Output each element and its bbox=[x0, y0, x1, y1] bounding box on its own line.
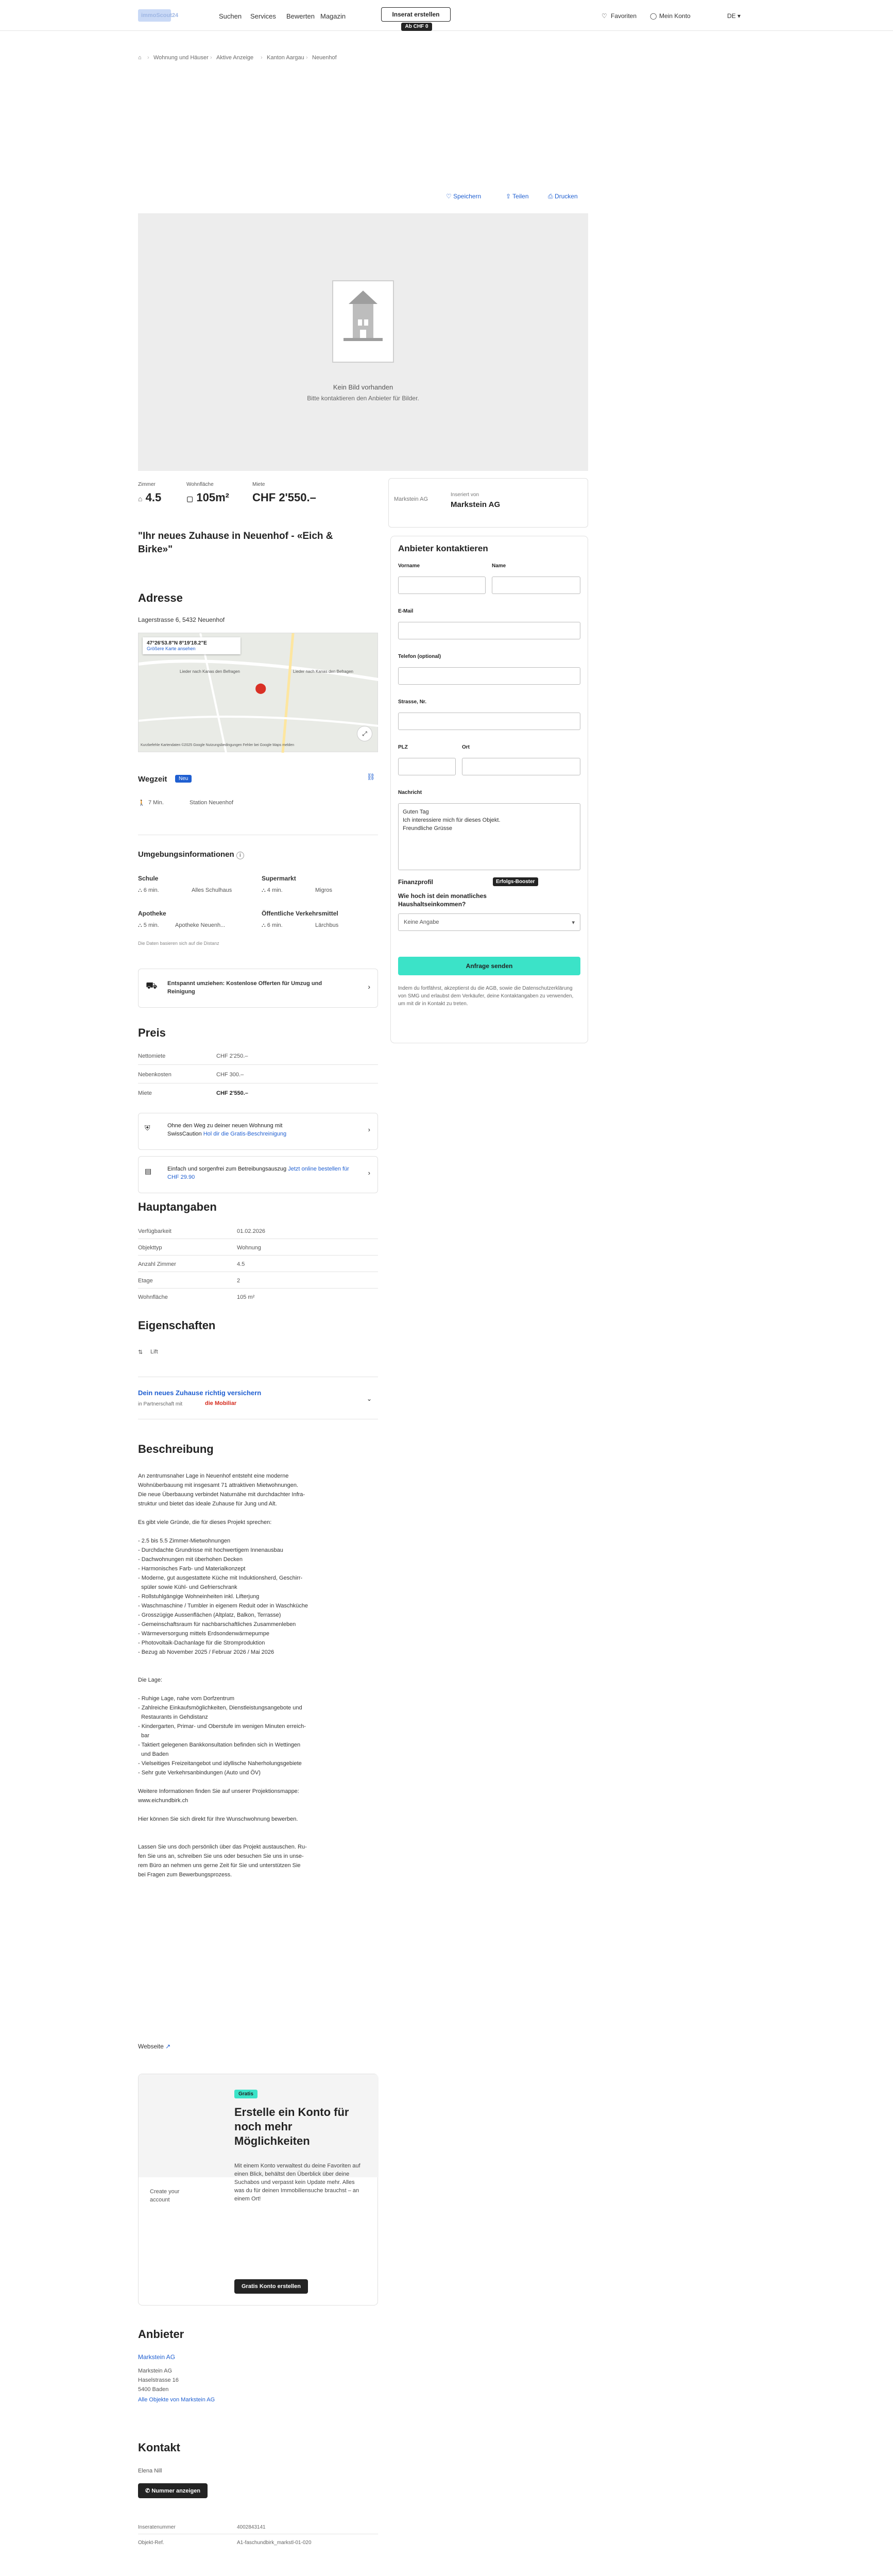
vorname-label: Vorname bbox=[398, 563, 420, 569]
contact-form-title: Anbieter kontaktieren bbox=[398, 544, 488, 553]
surroundings-heading: Umgebungsinformationen i bbox=[138, 850, 244, 859]
description-line: An zentrumsnaher Lage in Neuenhof entsteht eine moderne bbox=[138, 1473, 289, 1479]
description-line: spüler sowie Kühl- und Gefrierschrank bbox=[138, 1584, 237, 1590]
name-input[interactable] bbox=[492, 577, 580, 594]
map[interactable] bbox=[138, 633, 378, 752]
document-icon: ▤ bbox=[145, 1167, 152, 1175]
description-line: struktur und bietet das ideale Zuhause für Jung und Alt. bbox=[138, 1501, 277, 1507]
price-value: CHF 2'250.– bbox=[216, 1053, 248, 1059]
description-line: - Durchdachte Grundrisse mit hochwertigem Innenausbau bbox=[138, 1547, 283, 1553]
surroundings-note: Die Daten basieren sich auf die Distanz bbox=[138, 941, 219, 946]
moving-offer-card[interactable] bbox=[138, 969, 378, 1008]
price-label: Miete bbox=[138, 1090, 152, 1096]
map-footer: Kurzbefehle Kartendaten ©2025 Google Nutzungsbedingungen Fehler bei Google Maps melden bbox=[141, 743, 295, 747]
breadcrumb-item: Neuenhof bbox=[312, 55, 337, 61]
provider-name: Markstein AG bbox=[138, 2368, 173, 2374]
map-pin-icon: ⬤ bbox=[255, 683, 267, 694]
main-info-value: Wohnung bbox=[237, 1245, 261, 1251]
create-listing-badge: Ab CHF 0 bbox=[401, 23, 432, 31]
description-line: - Gemeinschaftsraum für nachbarschaftliches Zusammenleben bbox=[138, 1621, 296, 1628]
school-name: Alles Schulhaus bbox=[192, 887, 232, 893]
walk-icon: 🚶 bbox=[138, 800, 145, 806]
supermarket-name: Migros bbox=[315, 887, 333, 893]
income-question: Wie hoch ist dein monatliches Haushaltseinkommen? bbox=[398, 892, 487, 908]
description-line: bei Fragen zum Bewerbungsprozess. bbox=[138, 1872, 232, 1878]
area-label: Wohnfläche bbox=[186, 482, 214, 487]
placeholder-house-icon bbox=[332, 280, 394, 363]
new-badge: Neu bbox=[175, 775, 192, 783]
betreibung-promo[interactable] bbox=[138, 1156, 378, 1193]
address-heading: Adresse bbox=[138, 591, 183, 604]
rent-value: CHF 2'550.– bbox=[252, 491, 316, 504]
description-text bbox=[138, 1471, 378, 1879]
breadcrumb-sep: › bbox=[261, 55, 263, 61]
rooms-label: Zimmer bbox=[138, 482, 156, 487]
main-info-label: Wohnfläche bbox=[138, 1294, 168, 1300]
heart-icon[interactable]: ♡ bbox=[602, 12, 607, 20]
image-gallery[interactable] bbox=[138, 213, 588, 471]
advertiser-logo-text: Markstein AG bbox=[394, 496, 428, 502]
save-button[interactable]: ♡ Speichern bbox=[446, 193, 482, 200]
description-line: rem Büro an nehmen uns gerne Zeit für Sie und unterstützen Sie bbox=[138, 1862, 301, 1869]
zip-label: PLZ bbox=[398, 744, 408, 750]
phone-input[interactable] bbox=[398, 667, 580, 685]
description-line: Lassen Sie uns doch persönlich über das Projekt austauschen. Ru- bbox=[138, 1844, 307, 1850]
description-heading: Beschreibung bbox=[138, 1443, 214, 1455]
chevron-down-icon[interactable]: ⌄ bbox=[367, 1395, 372, 1402]
description-line: - Harmonisches Farb- und Materialkonzept bbox=[138, 1566, 246, 1572]
price-heading: Preis bbox=[138, 1026, 166, 1039]
shield-icon: ⛨ bbox=[145, 1124, 150, 1132]
street-input[interactable] bbox=[398, 713, 580, 730]
top-header bbox=[0, 0, 893, 31]
breadcrumb-sep: › bbox=[147, 55, 149, 61]
nav-services[interactable]: Services bbox=[250, 12, 276, 20]
submit-inquiry-button[interactable]: Anfrage senden bbox=[398, 957, 580, 975]
pharmacy-label: Apotheke bbox=[138, 910, 166, 917]
print-button[interactable]: ⎙ Drucken bbox=[548, 193, 578, 200]
create-account-button[interactable]: Gratis Konto erstellen bbox=[234, 2279, 308, 2294]
description-line: und Baden bbox=[138, 1751, 169, 1757]
price-label: Nettomiete bbox=[138, 1053, 166, 1059]
privacy-note: Indem du fortfährst, akzeptierst du die AGB, sowie die Datenschutzerklärung von SMG und erlaubst dem Verkäufer, deine Kontaktangaben zu verwenden, um mit dir in Kontakt zu treten. bbox=[398, 986, 574, 1007]
link-icon[interactable]: ⛓ bbox=[367, 773, 375, 781]
no-image-subtitle: Bitte kontaktieren den Anbieter für Bilder. bbox=[307, 395, 419, 402]
transit-label: Öffentliche Verkehrsmittel bbox=[262, 910, 338, 917]
contact-person: Elena Nill bbox=[138, 2468, 162, 2474]
info-icon[interactable]: i bbox=[236, 852, 244, 859]
email-label: E-Mail bbox=[398, 608, 414, 614]
description-line: Die neue Überbauung verbindet Naturnähe mit durchdachter Infra- bbox=[138, 1492, 305, 1498]
elevator-icon: ⇅ bbox=[138, 1349, 143, 1355]
description-line bbox=[138, 1685, 378, 1694]
no-image-title: Kein Bild vorhanden bbox=[333, 383, 393, 391]
advertiser-label: Inseriert von bbox=[451, 492, 479, 498]
main-info-value: 2 bbox=[237, 1278, 241, 1284]
website-link[interactable]: Webseite ↗ bbox=[138, 2043, 171, 2050]
main-info-heading: Hauptangaben bbox=[138, 1200, 217, 1213]
breadcrumb-item[interactable]: Wohnung und Häuser bbox=[153, 55, 209, 61]
betreibung-text: Einfach und sorgenfrei zum Betreibungsauszug Jetzt online bestellen für CHF 29.90 bbox=[167, 1166, 349, 1180]
school-label: Schule bbox=[138, 875, 159, 882]
income-select[interactable]: Keine Angabe ▾ bbox=[398, 913, 580, 931]
description-line bbox=[138, 1777, 378, 1787]
main-info-label: Objekttyp bbox=[138, 1245, 162, 1251]
city-input[interactable] bbox=[462, 758, 580, 775]
main-info-label: Anzahl Zimmer bbox=[138, 1261, 176, 1267]
map-coords: 47°26'53.8"N 8°19'18.2"E bbox=[147, 640, 207, 646]
main-info-value: 4.5 bbox=[237, 1261, 245, 1267]
account-promo-title: Erstelle ein Konto für noch mehr Möglichkeiten bbox=[234, 2106, 349, 2147]
mobiliar-logo: die Mobiliar bbox=[205, 1400, 237, 1406]
elevator-label: Lift bbox=[150, 1349, 158, 1355]
insurance-link[interactable]: Dein neues Zuhause richtig versichern bbox=[138, 1389, 262, 1397]
area-value: ▢ 105m² bbox=[186, 491, 229, 504]
breadcrumb-item[interactable]: Kanton Aargau bbox=[267, 55, 304, 61]
chevron-right-icon: › bbox=[368, 1169, 370, 1177]
swisscaution-link[interactable]: Hol dir die Gratis-Beschreinigung bbox=[203, 1131, 287, 1137]
share-button[interactable]: ⇪ Teilen bbox=[506, 193, 529, 200]
nav-magazin[interactable]: Magazin bbox=[320, 12, 346, 20]
description-line: Weitere Informationen finden Sie auf unserer Projektionsmappe: bbox=[138, 1788, 299, 1794]
insurance-partner-text: in Partnerschaft mit bbox=[138, 1401, 183, 1407]
description-line bbox=[138, 1805, 378, 1815]
school-time: ⛬ 6 min. bbox=[138, 887, 159, 893]
description-line: - Ruhige Lage, nahe vom Dorfzentrum bbox=[138, 1696, 235, 1702]
description-line: - Moderne, gut ausgestattete Küche mit Induktionsherd, Geschirr- bbox=[138, 1575, 303, 1581]
provider-street: Haselstrasse 16 bbox=[138, 2377, 179, 2383]
features-heading: Eigenschaften bbox=[138, 1319, 216, 1332]
user-icon[interactable]: ◯ bbox=[650, 12, 657, 20]
breadcrumb-sep: › bbox=[306, 55, 308, 61]
pharmacy-name: Apotheke Neuenh... bbox=[175, 922, 226, 928]
rent-label: Miete bbox=[252, 482, 265, 487]
swisscaution-promo[interactable] bbox=[138, 1113, 378, 1150]
description-line: - Photovoltaik-Dachanlage für die Stromproduktion bbox=[138, 1640, 265, 1646]
description-line bbox=[138, 1666, 378, 1675]
description-line: Hier können Sie sich direkt für Ihre Wunschwohnung bewerben. bbox=[138, 1816, 298, 1822]
description-line: - Wärmeversorgung mittels Erdsondenwärmepumpe bbox=[138, 1631, 269, 1637]
map-label: Lieder nach Kanas den Befragen bbox=[293, 669, 353, 674]
description-line: - Bezug ab November 2025 / Februar 2026 / Mai 2026 bbox=[138, 1649, 274, 1655]
street-label: Strasse, Nr. bbox=[398, 699, 427, 705]
supermarket-time: ⛬ 4 min. bbox=[262, 887, 283, 893]
main-info-value: 01.02.2026 bbox=[237, 1228, 266, 1234]
home-icon[interactable]: ⌂ bbox=[138, 55, 142, 61]
chevron-right-icon: › bbox=[368, 982, 370, 991]
breadcrumb-sep: › bbox=[210, 55, 212, 61]
contact-heading: Kontakt bbox=[138, 2441, 180, 2454]
zip-input[interactable] bbox=[398, 758, 456, 775]
breadcrumb-item[interactable]: Aktive Anzeige bbox=[216, 55, 254, 61]
description-line: - Zahlreiche Einkaufsmöglichkeiten, Dienstleistungsangebote und bbox=[138, 1705, 302, 1711]
truck-icon: ⛟ bbox=[146, 980, 158, 991]
message-textarea[interactable]: Guten Tag Ich interessiere mich für dieses Objekt. Freundliche Grüsse bbox=[398, 803, 580, 870]
description-line bbox=[138, 1657, 378, 1666]
larger-map-link[interactable]: Größere Karte ansehen bbox=[147, 646, 196, 651]
listing-id-value: 4002843141 bbox=[237, 2524, 266, 2530]
map-label: Lieder nach Kanas den Befragen bbox=[180, 669, 240, 674]
pharmacy-time: ⛬ 5 min. bbox=[138, 922, 159, 928]
price-value: CHF 2'550.– bbox=[216, 1090, 248, 1096]
provider-heading: Anbieter bbox=[138, 2328, 184, 2341]
description-line: fen Sie uns an, schreiben Sie uns oder besuchen Sie uns in unse- bbox=[138, 1853, 304, 1859]
phone-label: Telefon (optional) bbox=[398, 654, 441, 659]
main-info-label: Verfügbarkeit bbox=[138, 1228, 171, 1234]
finance-booster-badge: Erfolgs-Booster bbox=[493, 877, 538, 886]
station-name: Station Neuenhof bbox=[190, 800, 234, 806]
provider-link[interactable]: Markstein AG bbox=[138, 2353, 176, 2361]
price-value: CHF 300.– bbox=[216, 1072, 244, 1078]
description-line: - Grosszügige Aussenflächen (Altplatz, Balkon, Terrasse) bbox=[138, 1612, 281, 1618]
listing-title: "Ihr neues Zuhause in Neuenhof - «Eich & Birke»" bbox=[138, 531, 333, 555]
moving-offer-text: Entspannt umziehen: Kostenlose Offerten für Umzug und Reinigung bbox=[167, 980, 322, 995]
description-line: Wohnüberbauung mit insgesamt 71 attraktiven Mietwohnungen. bbox=[138, 1482, 299, 1488]
description-line: - Waschmaschine / Tumbler in eigenem Reduit oder in Waschküche bbox=[138, 1603, 308, 1609]
price-label: Nebenkosten bbox=[138, 1072, 171, 1078]
description-line: - Vielseitiges Freizeitangebot und idyllische Naherholungsgebiete bbox=[138, 1760, 302, 1767]
favorites-link[interactable]: Favoriten bbox=[611, 12, 637, 20]
account-promo-body: Mit einem Konto verwaltest du deine Favoriten auf einen Blick, behältst den Überblick über deine Suchabos und verpasst kein Update mehr. Alles was du für deinen Immobiliensuche brauchst – an einem Ort! bbox=[234, 2163, 360, 2202]
description-line bbox=[138, 1509, 378, 1518]
description-line: - Kindergarten, Primar- und Oberstufe im wenigen Minuten erreich- bbox=[138, 1723, 306, 1730]
rooms-value: ⌂ 4.5 bbox=[138, 491, 162, 504]
description-line: Es gibt viele Gründe, die für dieses Projekt sprechen: bbox=[138, 1519, 272, 1526]
address-line: Lagerstrasse 6, 5432 Neuenhof bbox=[138, 616, 225, 623]
main-info-value: 105 m² bbox=[237, 1294, 255, 1300]
finance-profile-label: Finanzprofil bbox=[398, 878, 433, 886]
description-line: www.eichundbirk.ch bbox=[138, 1798, 188, 1804]
transit-name: Lärchbus bbox=[315, 922, 339, 928]
object-ref-label: Objekt-Ref. bbox=[138, 2540, 164, 2546]
main-info-label: Etage bbox=[138, 1278, 153, 1284]
all-provider-listings-link[interactable]: Alle Objekte von Markstein AG bbox=[138, 2397, 215, 2403]
wegzeit-heading: Wegzeit bbox=[138, 775, 167, 784]
listing-id-label: Inseratenummer bbox=[138, 2524, 176, 2530]
show-number-button[interactable]: ✆ Nummer anzeigen bbox=[138, 2483, 208, 2498]
description-line: - Dachwohnungen mit überhohen Decken bbox=[138, 1556, 243, 1563]
description-line bbox=[138, 1527, 378, 1536]
account-promo-card bbox=[138, 2074, 378, 2306]
name-label: Name bbox=[492, 563, 506, 569]
description-line: Restaurants in Gehdistanz bbox=[138, 1714, 208, 1720]
description-line bbox=[138, 1824, 378, 1833]
provider-city: 5400 Baden bbox=[138, 2386, 169, 2393]
contact-form bbox=[390, 536, 588, 1043]
map-info-box bbox=[143, 637, 241, 654]
gratis-badge: Gratis bbox=[234, 2090, 257, 2098]
advertiser-name: Markstein AG bbox=[451, 500, 501, 509]
swisscaution-text: Ohne den Weg zu deiner neuen Wohnung mit SwissCaution Hol dir die Gratis-Beschreinigung bbox=[167, 1123, 287, 1137]
supermarket-label: Supermarkt bbox=[262, 875, 296, 882]
account-promo-side: Create your account bbox=[150, 2189, 180, 2203]
account-link[interactable]: Mein Konto bbox=[659, 12, 691, 20]
description-line: - 2.5 bis 5.5 Zimmer-Mietwohnungen bbox=[138, 1538, 231, 1544]
logo[interactable]: immoScout24 bbox=[138, 9, 171, 22]
chevron-right-icon: › bbox=[368, 1126, 370, 1133]
description-line: - Taktiert gelegenen Bankkonsultation befinden sich in Wettingen bbox=[138, 1742, 301, 1748]
create-listing-button[interactable]: Inserat erstellen bbox=[381, 7, 451, 22]
zoom-icon[interactable]: ⤢ bbox=[357, 726, 372, 741]
description-line: - Rollstuhlgängige Wohneinheiten inkl. Lifterjung bbox=[138, 1594, 260, 1600]
walk-time: 7 Min. bbox=[148, 800, 164, 806]
advertiser-card[interactable] bbox=[388, 478, 588, 528]
object-ref-value: A1-faschundbirk_markstl-01-020 bbox=[237, 2540, 312, 2546]
city-label: Ort bbox=[462, 744, 470, 750]
nav-bewerten[interactable]: Bewerten bbox=[286, 12, 315, 20]
description-line: Die Lage: bbox=[138, 1677, 163, 1683]
language-select[interactable]: DE ▾ bbox=[727, 12, 741, 20]
transit-time: ⛬ 6 min. bbox=[262, 922, 283, 928]
message-label: Nachricht bbox=[398, 790, 422, 795]
description-line: - Sehr gute Verkehrsanbindungen (Auto und ÖV) bbox=[138, 1770, 261, 1776]
vorname-input[interactable] bbox=[398, 577, 486, 594]
nav-suchen[interactable]: Suchen bbox=[219, 12, 242, 20]
email-input[interactable] bbox=[398, 622, 580, 639]
description-line bbox=[138, 1833, 378, 1842]
description-line: bar bbox=[138, 1733, 150, 1739]
betreibung-link[interactable]: Jetzt online bestellen für CHF 29.90 bbox=[167, 1166, 349, 1180]
